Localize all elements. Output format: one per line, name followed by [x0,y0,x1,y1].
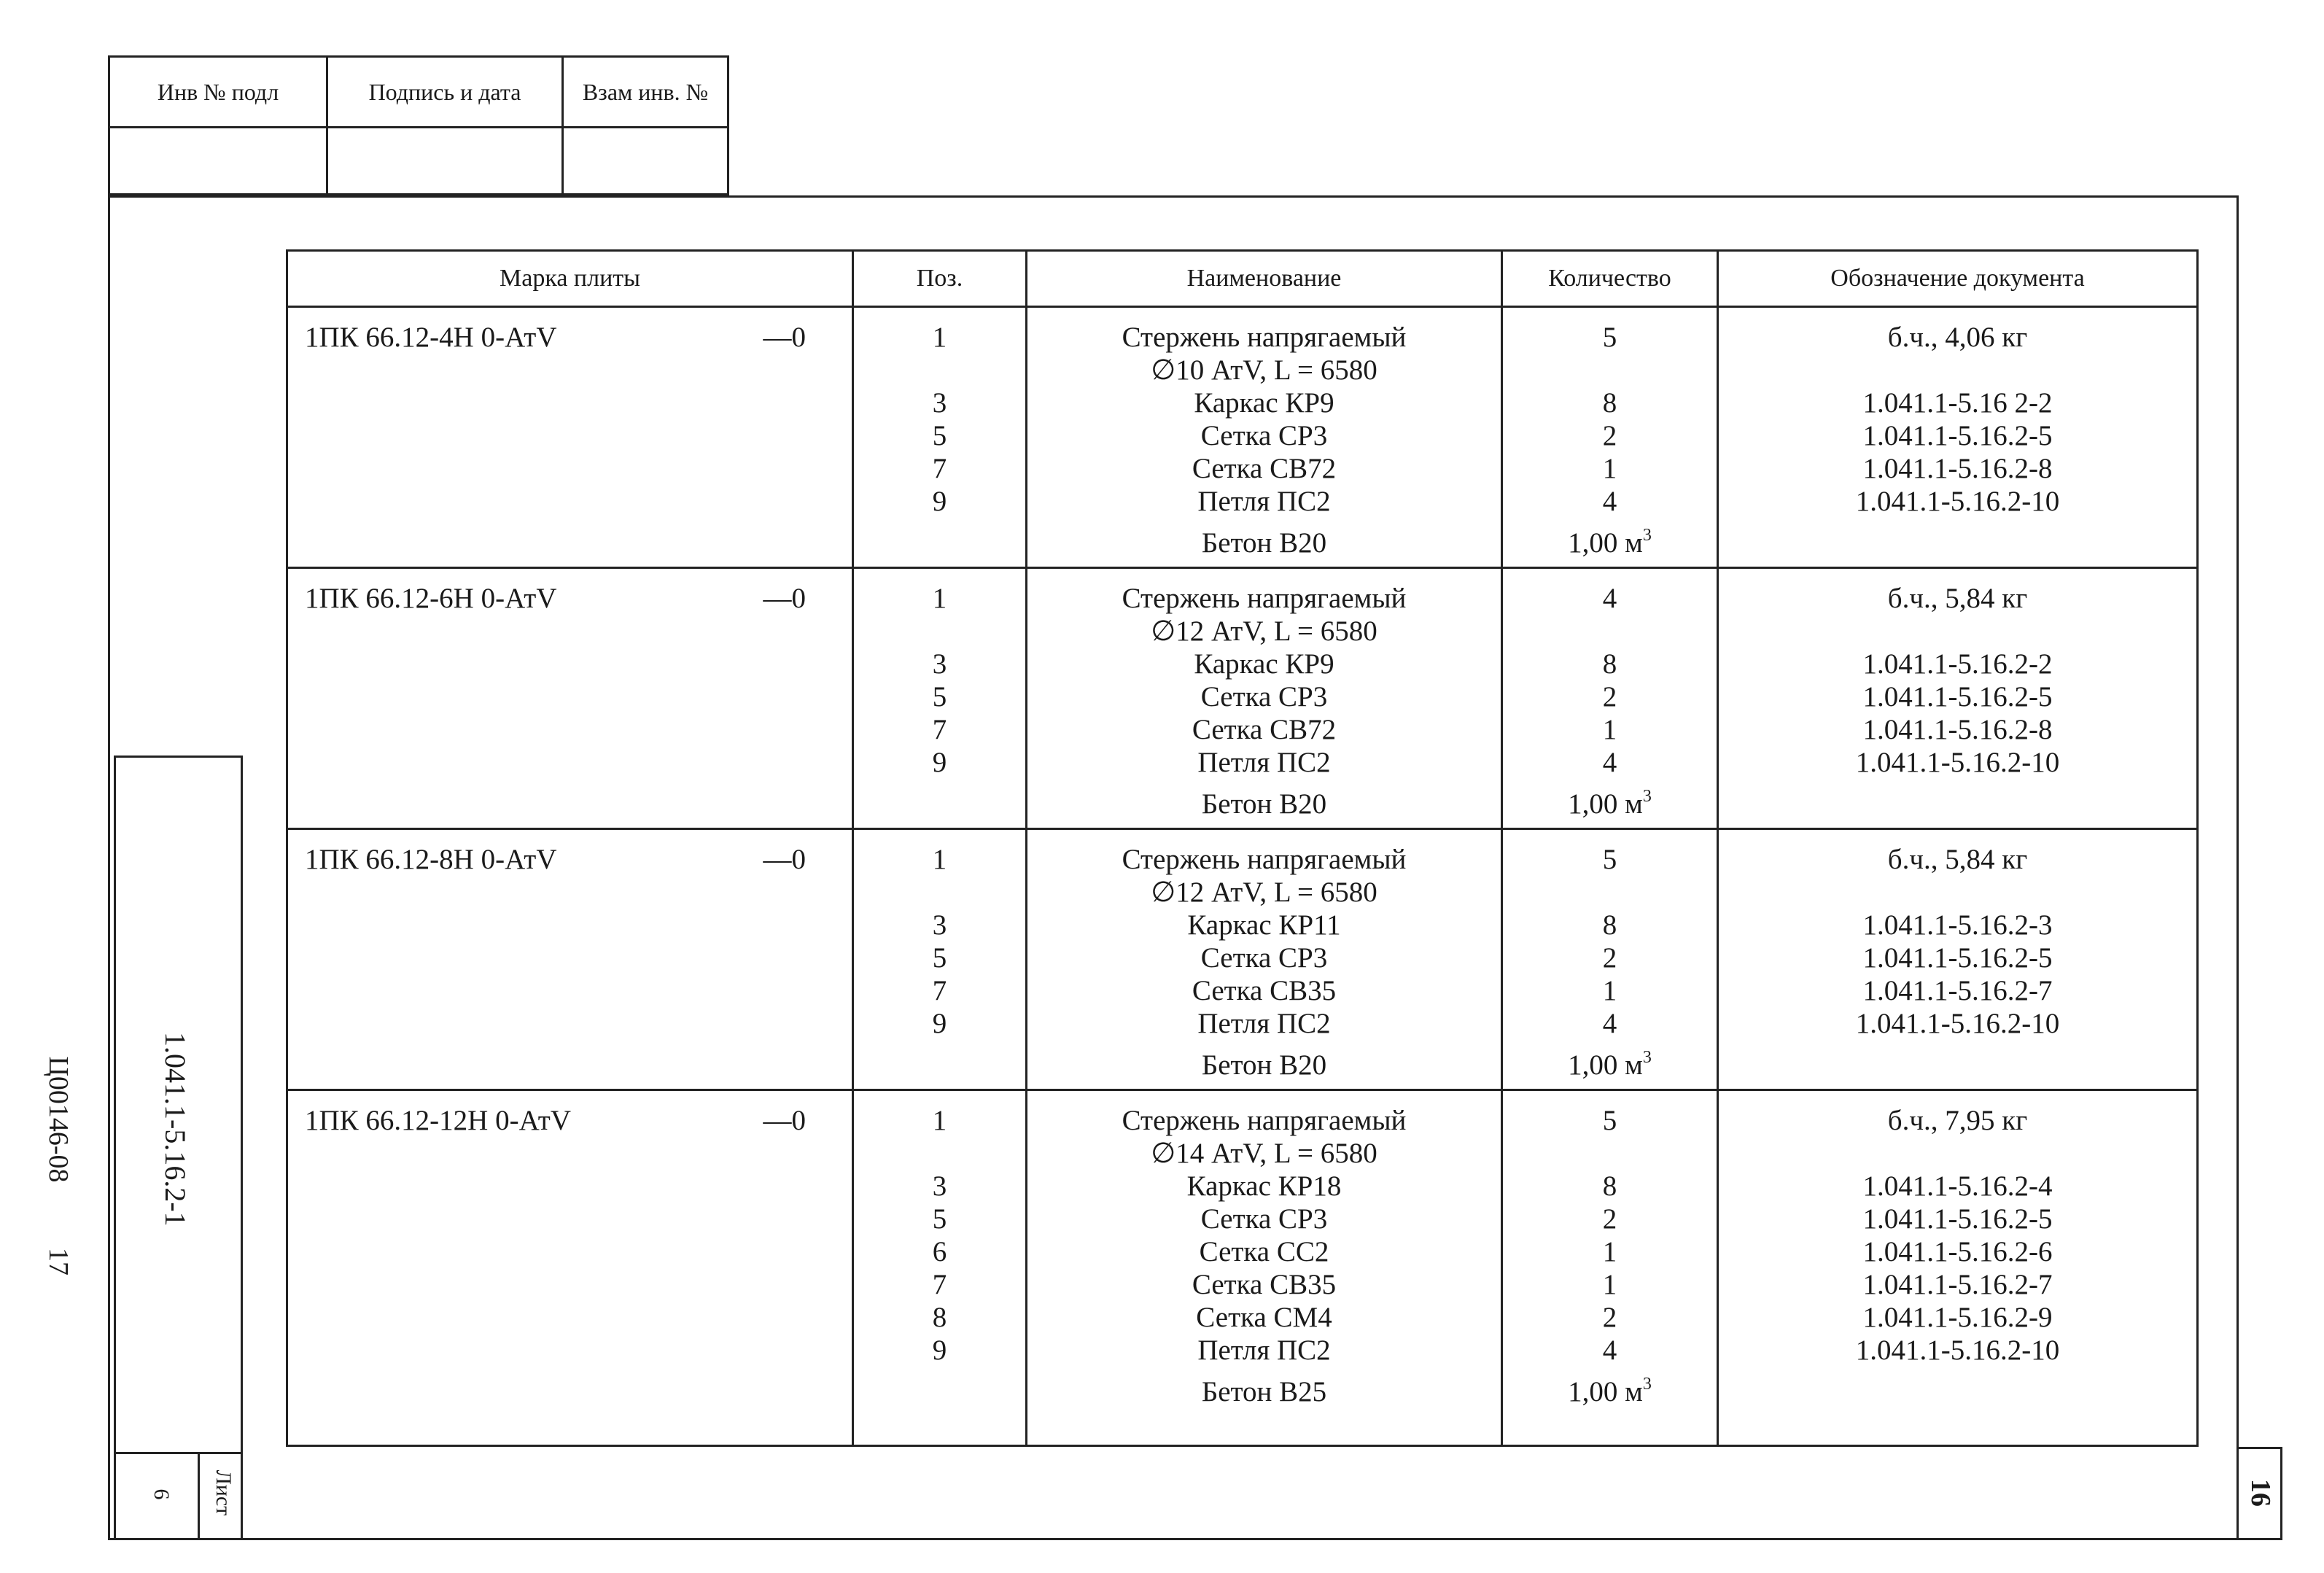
name-value: ∅12 АтV, L = 6580 [1151,615,1377,647]
pos-value: 1 [932,583,947,614]
qty-value: 1 [1602,714,1617,745]
concrete-empty [855,1043,1025,1088]
concrete-volume-value: 1,00 м [1568,788,1643,820]
concrete-volume-value: 1,00 м [1568,1376,1643,1407]
concrete-volume-value: 1,00 м [1568,527,1643,559]
qty-value [1504,876,1716,909]
doc-value: 1.041.1-5.16.2-10 [1855,747,2060,778]
pos-value: 5 [932,1203,947,1235]
table-row [287,307,2198,568]
table-group [287,1090,2198,1446]
name-value: Сетка СВ72 [1192,453,1337,484]
header-qty: Количество [1502,251,1718,307]
doc-value: 1.041.1-5.16.2-10 [1855,486,2060,517]
qty-value [1504,354,1716,387]
slab-mark-suffix: —0 [763,844,806,875]
pos-cell [853,1090,1027,1446]
concrete-volume [1504,782,1716,827]
concrete-empty [1719,521,2196,566]
name-value: Стержень напрягаемый [1122,1105,1407,1136]
qty-cell [1502,1090,1718,1446]
concrete-volume-value: 1,00 м [1568,1049,1643,1081]
name-cell [1027,829,1502,1090]
doc-value: 1.041.1-5.16.2-6 [1862,1236,2053,1267]
approval-stamp [108,55,729,195]
doc-value: 1.041.1-5.16.2-2 [1862,648,2053,680]
pos-value: 7 [932,1269,947,1300]
pos-value: 5 [932,942,947,974]
doc-value: 1.041.1-5.16.2-8 [1862,714,2053,745]
slab-mark: 1ПК 66.12-12Н 0-АтV [305,1105,571,1136]
mark-cell [287,1090,853,1446]
name-value: Сетка СР3 [1200,420,1328,451]
doc-value [1719,354,2196,387]
pos-value: 3 [932,648,947,680]
name-value: ∅12 АтV, L = 6580 [1151,877,1377,908]
header-pos: Поз. [853,251,1027,307]
name-value: Каркас КР9 [1194,648,1334,680]
pos-cell [853,568,1027,829]
doc-value: 1.041.1-5.16.2-10 [1855,1335,2060,1366]
pos-value: 1 [932,1105,947,1136]
doc-cell [1718,1090,2198,1446]
table-row [287,568,2198,829]
unit-exponent: 3 [1642,526,1652,545]
pos-value: 3 [932,1170,947,1202]
concrete-volume [1504,521,1716,566]
name-cell [1027,307,1502,568]
qty-value: 8 [1602,1170,1617,1202]
concrete-grade: Бетон В25 [1201,1376,1327,1407]
slab-mark-suffix: —0 [763,583,806,614]
qty-value: 4 [1602,486,1617,517]
pos-value [855,876,1025,909]
doc-value: 1.041.1-5.16.2-8 [1862,453,2053,484]
pos-value: 3 [932,387,947,419]
name-value: Каркас КР18 [1186,1170,1342,1202]
pos-cell [853,307,1027,568]
pos-value: 7 [932,714,947,745]
stamp-row-divider [110,126,727,128]
pos-value: 6 [932,1236,947,1267]
name-value: Сетка СР3 [1200,942,1328,974]
stamp-inv-label: Инв № подл [157,78,279,105]
mark-cell [287,829,853,1090]
name-value: Сетка СР3 [1200,681,1328,712]
qty-value: 1 [1602,1269,1617,1300]
stamp-replace-label: Взам инв. № [582,78,709,105]
doc-value: б.ч., 7,95 кг [1887,1105,2028,1136]
pos-value: 9 [932,1008,947,1039]
doc-value [1719,1137,2196,1170]
pos-cell [853,829,1027,1090]
name-value: Сетка СВ35 [1192,1269,1337,1300]
pos-value [855,615,1025,648]
doc-cell [1718,307,2198,568]
pos-value: 5 [932,681,947,712]
concrete-empty [855,1370,1025,1415]
strip-divider [198,1452,200,1538]
table-group [287,829,2198,1090]
qty-cell [1502,307,1718,568]
qty-value: 8 [1602,909,1617,941]
qty-cell [1502,829,1718,1090]
name-value: ∅14 АтV, L = 6580 [1151,1138,1377,1169]
qty-value: 5 [1602,1105,1617,1136]
doc-value: б.ч., 5,84 кг [1887,844,2028,875]
table-group [287,568,2198,829]
name-value: Сетка СВ35 [1192,975,1337,1006]
slab-mark-suffix: —0 [763,322,806,353]
name-value: ∅10 АтV, L = 6580 [1151,354,1377,386]
table-row [287,1090,2198,1446]
name-value: Каркас КР11 [1187,909,1341,941]
name-value: Каркас КР9 [1194,387,1334,419]
page-number: 16 [2245,1479,2276,1507]
doc-value: 1.041.1-5.16.2-7 [1862,1269,2053,1300]
table-row [287,829,2198,1090]
stamp-signature-label: Подпись и дата [368,78,521,105]
qty-value: 4 [1602,583,1617,614]
doc-value: 1.041.1-5.16.2-3 [1862,909,2053,941]
sheet-label: Лист [211,1469,236,1516]
qty-value: 4 [1602,1008,1617,1039]
doc-cell [1718,568,2198,829]
doc-value: б.ч., 5,84 кг [1887,583,2028,614]
concrete-grade: Бетон В20 [1201,1049,1327,1081]
name-value: Сетка СВ72 [1192,714,1337,745]
pos-value: 7 [932,975,947,1006]
doc-value: 1.041.1-5.16.2-5 [1862,681,2053,712]
name-value: Сетка СР3 [1200,1203,1328,1235]
doc-value [1719,615,2196,648]
doc-value: 1.041.1-5.16.2-4 [1862,1170,2053,1202]
qty-value: 8 [1602,387,1617,419]
pos-value: 7 [932,453,947,484]
sheet-number: 6 [149,1488,174,1500]
qty-value: 2 [1602,420,1617,451]
doc-cell [1718,829,2198,1090]
doc-value: 1.041.1-5.16.2-10 [1855,1008,2060,1039]
pos-value: 5 [932,420,947,451]
doc-value: б.ч., 4,06 кг [1887,322,2028,353]
doc-value [1719,876,2196,909]
concrete-empty [1719,782,2196,827]
pos-value [855,1137,1025,1170]
slab-mark-suffix: —0 [763,1105,806,1136]
pos-value: 9 [932,1335,947,1366]
doc-value: 1.041.1-5.16.2-5 [1862,942,2053,974]
doc-value: 1.041.1-5.16.2-5 [1862,420,2053,451]
pos-value: 8 [932,1302,947,1333]
concrete-volume [1504,1043,1716,1088]
unit-exponent: 3 [1642,1048,1652,1067]
strip-divider [116,1452,241,1454]
doc-value: 1.041.1-5.16.2-9 [1862,1302,2053,1333]
qty-value: 4 [1602,747,1617,778]
mark-cell [287,568,853,829]
name-value: Петля ПС2 [1197,1008,1331,1039]
name-value: Стержень напрягаемый [1122,844,1407,875]
slab-mark: 1ПК 66.12-8Н 0-АтV [305,844,557,875]
pos-value [855,354,1025,387]
concrete-volume [1504,1370,1716,1415]
qty-value: 1 [1602,1236,1617,1267]
name-cell [1027,568,1502,829]
concrete-grade: Бетон В20 [1201,788,1327,820]
qty-value: 1 [1602,975,1617,1006]
table-group [287,307,2198,568]
specification-table [286,249,2199,1447]
pos-value: 1 [932,844,947,875]
name-value: Сетка СМ4 [1196,1302,1332,1333]
name-value: Петля ПС2 [1197,1335,1331,1366]
archive-code: Ц00146-08 [43,1056,74,1183]
doc-value: 1.041.1-5.16.2-7 [1862,975,2053,1006]
concrete-empty [1719,1370,2196,1415]
header-doc: Обозначение документа [1718,251,2198,307]
qty-value: 2 [1602,681,1617,712]
qty-value: 2 [1602,1203,1617,1235]
qty-value: 5 [1602,844,1617,875]
pos-value: 1 [932,322,947,353]
name-value: Стержень напрягаемый [1122,583,1407,614]
name-value: Петля ПС2 [1197,747,1331,778]
name-value: Стержень напрягаемый [1122,322,1407,353]
concrete-empty [1719,1043,2196,1088]
table-header-row [287,251,2198,307]
slab-mark: 1ПК 66.12-6Н 0-АтV [305,583,557,614]
name-value: Сетка СС2 [1199,1236,1329,1267]
qty-cell [1502,568,1718,829]
mark-cell [287,307,853,568]
archive-page: 17 [43,1248,74,1275]
header-mark: Марка плиты [287,251,853,307]
qty-value: 4 [1602,1335,1617,1366]
qty-value: 1 [1602,453,1617,484]
name-cell [1027,1090,1502,1446]
qty-value [1504,1137,1716,1170]
pos-value: 9 [932,486,947,517]
header-name: Наименование [1027,251,1502,307]
name-value: Петля ПС2 [1197,486,1331,517]
concrete-empty [855,521,1025,566]
unit-exponent: 3 [1642,787,1652,806]
concrete-empty [855,782,1025,827]
concrete-grade: Бетон В20 [1201,527,1327,559]
document-code: 1.041.1-5.16.2-1 [159,1032,192,1227]
qty-value [1504,615,1716,648]
qty-value: 2 [1602,1302,1617,1333]
qty-value: 8 [1602,648,1617,680]
unit-exponent: 3 [1642,1375,1652,1394]
pos-value: 3 [932,909,947,941]
pos-value: 9 [932,747,947,778]
doc-value: 1.041.1-5.16 2-2 [1862,387,2053,419]
doc-value: 1.041.1-5.16.2-5 [1862,1203,2053,1235]
qty-value: 2 [1602,942,1617,974]
qty-value: 5 [1602,322,1617,353]
slab-mark: 1ПК 66.12-4Н 0-АтV [305,322,557,353]
